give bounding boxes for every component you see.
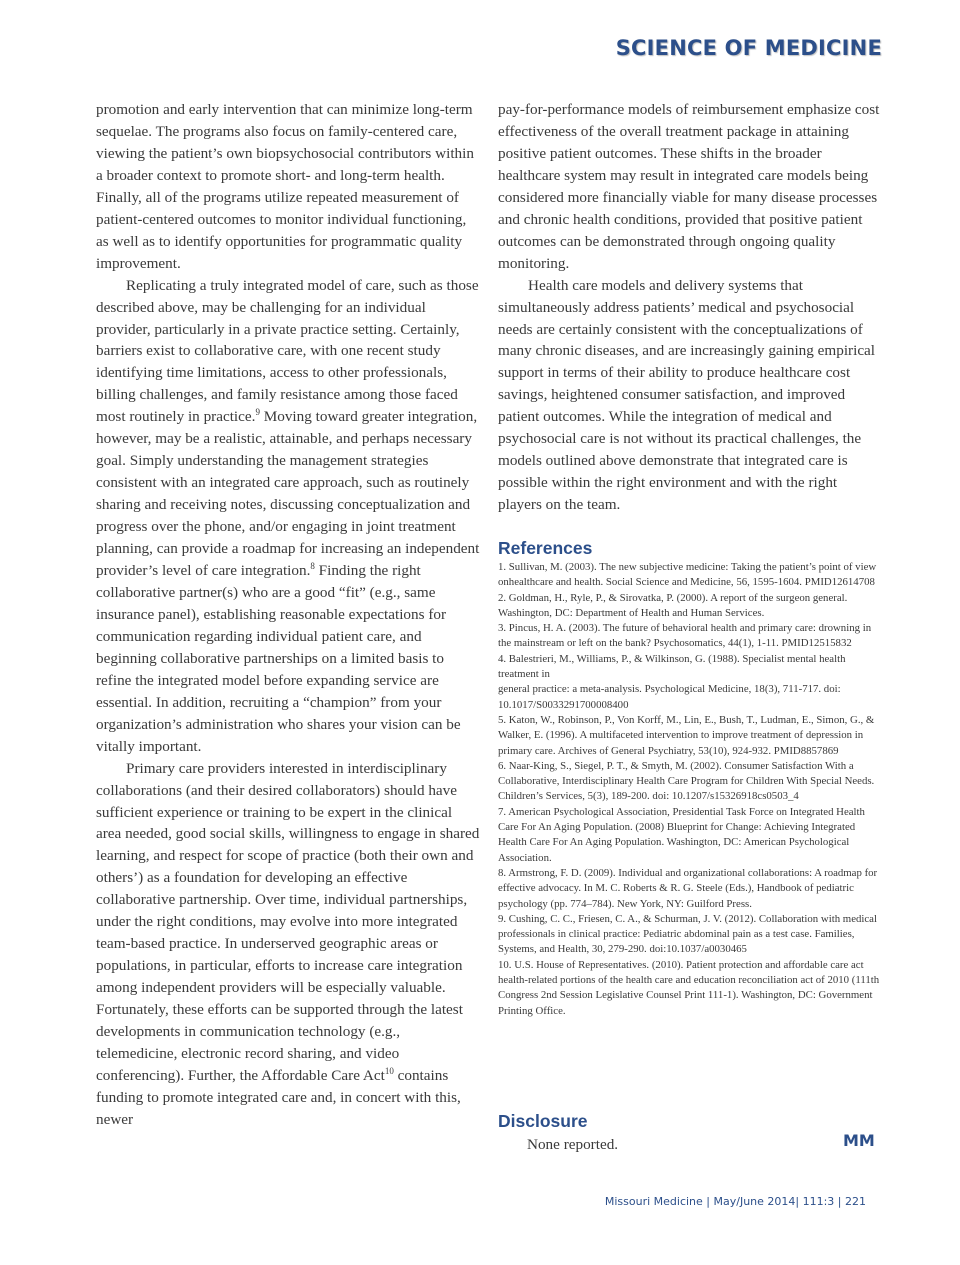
citation-9: 9 bbox=[255, 407, 260, 418]
right-paragraph-1: pay-for-performance models of reimbursement emphasize cost effectiveness of the overall treatment package in attaining positive patient outcomes. These shifts in the broader healthcare system may result in integrated care models being considered more financially viable for many disease processes and chronic health conditions, provided that positive patient outcomes can be demonstrated through ongoing quality monitoring. bbox=[498, 101, 880, 272]
left-paragraph-2 bbox=[96, 275, 480, 758]
section-title: SCIENCE OF MEDICINE bbox=[615, 36, 882, 60]
reference-item: 1. Sullivan, M. (2003). The new subjective medicine: Taking the patient’s point of view onhealthcare and health. Social Science and Medicine, 56, 1595-1604. PMID12614708 bbox=[498, 561, 877, 589]
left-paragraph-3-part-a: Primary care providers interested in interdisciplinary collaborations (and their desired collaborators) should have sufficient experience or training to be expert in the clinical area needed, good social skills, willingness to engage in shared learning, and respect for scope of practice (both their own and others’) as a foundation for developing an effective collaborative partnership. Over time, individual partnerships, under the right conditions, may evolve into more integrated team-based practice. In underserved geographic areas or populations, in particular, efforts to increase care integration among independent providers will be especially valuable. Fortunately, these efforts can be supported through the latest developments in communication technology (e.g., telemedicine, electronic record sharing, and video conferencing). Further, the Affordable Care Act bbox=[96, 759, 480, 1084]
reference-item: 2. Goldman, H., Ryle, P., & Sirovatka, P. (2000). A report of the surgeon general. Washington, DC: Department of Health and Human Services. bbox=[498, 591, 848, 619]
citation-8: 8 bbox=[310, 561, 315, 572]
reference-item: 5. Katon, W., Robinson, P., Von Korff, M., Lin, E., Bush, T., Ludman, E., Simon, G., & Walker, E. (1996). A multifaceted intervention to improve treatment of depression in primary care. Archives of General Psychiatry, 53(10), 924-932. PMID8857869 bbox=[498, 713, 875, 757]
left-paragraph-2-part-c: Finding the right collaborative partner(s) who are a good “fit” (e.g., same insurance panel), establishing reasonable expectations for communication regarding individual patient care, and beginning collaborative partnerships on a limited basis to refine the integrated model before expanding service are essential. In addition, recruiting a “champion” from your organization’s administration who shares your vision can be vitally important. bbox=[96, 562, 461, 755]
left-paragraph-3-part-b: contains funding to promote integrated care and, in concert with this, newer bbox=[96, 1066, 461, 1128]
left-paragraph-1: promotion and early intervention that can minimize long-term sequelae. The programs also focus on family-centered care, viewing the patient’s own biopsychosocial contributors within a broader context to promote short- and long-term health. Finally, all of the programs utilize repeated measurement of patient-centered outcomes to monitor individual functioning, as well as to identify opportunities for programmatic quality improvement. bbox=[96, 101, 474, 272]
reference-item: 10. U.S. House of Representatives. (2010). Patient protection and affordable care act health-related portions of the health care and education reconciliation act of 2010 (111th Congress 2nd Session Legislative Counsel Print 111-1). Washington, DC: Government Printing Office. bbox=[498, 958, 880, 1017]
left-column bbox=[96, 99, 480, 1131]
reference-item: 9. Cushing, C. C., Friesen, C. A., & Schurman, J. V. (2012). Collaboration with medical professionals in clinical practice: Pediatric abdominal pain as a test case. Families, Systems, and Health, 30, 279-290. doi:10.1037/a0030465 bbox=[498, 912, 877, 956]
reference-list bbox=[498, 560, 882, 1019]
disclosure-heading: Disclosure bbox=[498, 1111, 588, 1131]
right-column bbox=[498, 99, 882, 516]
reference-item: 3. Pincus, H. A. (2003). The future of behavioral health and primary care: drowning in the mainstream or left on the bank? Psychosomatics, 44(1), 1-11. PMID12515832 bbox=[498, 622, 872, 650]
reference-item: 6. Naar-King, S., Siegel, P. T., & Smyth, M. (2002). Consumer Satisfaction With a Collaborative, Interdisciplinary Health Care Program for Children With Special Needs. Children’s Services, 5(3), 189-200. doi: 10.1207/s15326918cs0503_4 bbox=[498, 759, 875, 803]
references-heading: References bbox=[498, 538, 593, 558]
reference-item: 4. Balestrieri, M., Williams, P., & Wilkinson, G. (1988). Specialist mental health treatment in bbox=[498, 652, 846, 681]
citation-10: 10 bbox=[384, 1065, 394, 1076]
right-paragraph-2: Health care models and delivery systems that simultaneously address patients’ medical and psychosocial needs are certainly consistent with the conceptualizations of many chronic diseases, and are increasingly gaining empirical support in terms of their ability to produce healthcare cost savings, heightened consumer satisfaction, and improved patient outcomes. While the integration of medical and psychosocial care is not without its practical challenges, the models outlined above demonstrate that integrated care is possible within the right environment and with the right players on the team. bbox=[498, 276, 876, 514]
reference-item: 7. American Psychological Association, Presidential Task Force on Integrated Health Care For An Aging Population. (2008) Blueprint for Change: Achieving Integrated Health Care For An Aging Population. Washington, DC: American Psychological Association. bbox=[498, 805, 865, 864]
left-paragraph-2-part-b: Moving toward greater integration, however, may be a realistic, attainable, and perhaps necessary goal. Simply understanding the management strategies consistent with an integrated care approach, such as routinely sharing and receiving notes, discussing conceptualization and progress over the phone, and/or engaging in joint treatment planning, can provide a roadmap for increasing an independent provider’s level of care integration. bbox=[96, 408, 480, 580]
left-paragraph-2-part-a: Replicating a truly integrated model of care, such as those described above, may be challenging for an individual provider, particularly in a private practice setting. Certainly, barriers exist to collaborative care, with one recent study identifying time limitations, access to other professionals, billing challenges, and family resistance among those faced most routinely in practice. bbox=[96, 276, 479, 426]
reference-item: 8. Armstrong, F. D. (2009). Individual and organizational collaborations: A roadmap for effective advocacy. In M. C. Roberts & R. G. Steele (Eds.), Handbook of pediatric psychology (pp. 774–784). New York, NY: Guilford Press. bbox=[498, 866, 878, 910]
end-mark: MM bbox=[843, 1131, 875, 1150]
disclosure-text: None reported. bbox=[527, 1136, 619, 1153]
page-footer: Missouri Medicine | May/June 2014| 111:3 | 221 bbox=[604, 1195, 866, 1208]
left-paragraph-3 bbox=[96, 758, 480, 1131]
reference-item: general practice: a meta-analysis. Psychological Medicine, 18(3), 711-717. doi: 10.1017/S0033291700008400 bbox=[498, 683, 841, 711]
